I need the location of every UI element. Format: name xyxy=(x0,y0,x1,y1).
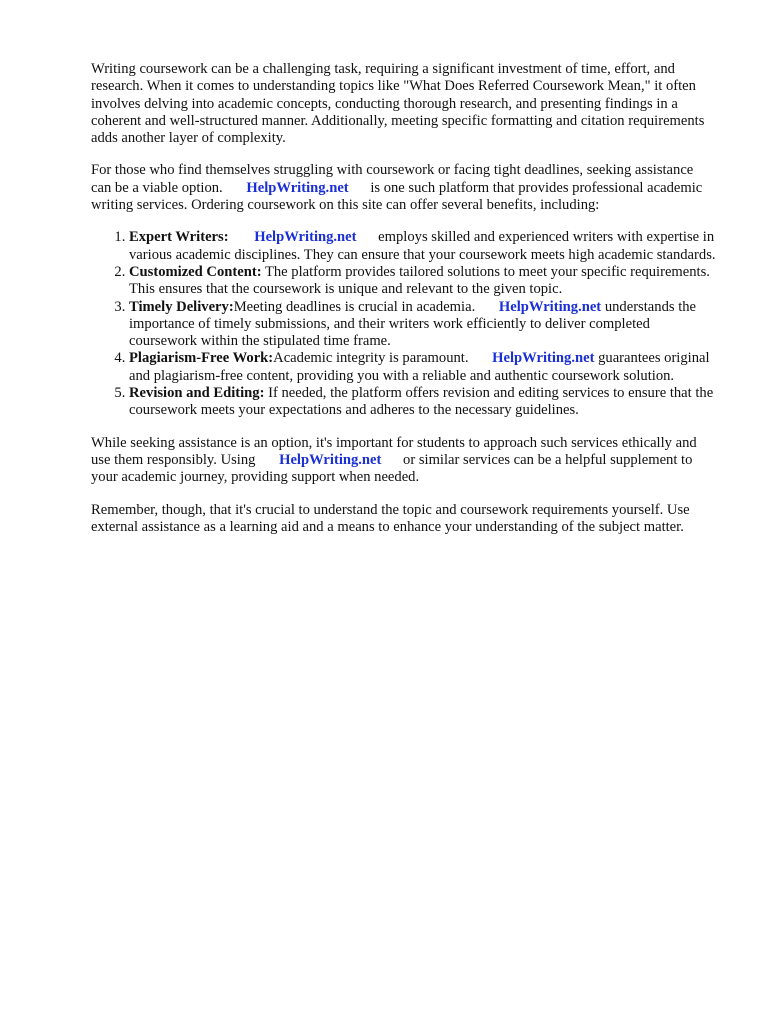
list-item-term: Customized Content: xyxy=(129,263,262,280)
list-item-text: Meeting deadlines is crucial in academia. xyxy=(233,298,476,315)
list-item-term: Plagiarism-Free Work: xyxy=(129,350,274,367)
list-item-term: Timely Delivery: xyxy=(129,298,234,315)
ethics-text-after: or similar services can be a helpful supplement to your academic journey, providing support when needed. xyxy=(91,451,693,486)
list-item-plagiarism-free xyxy=(129,350,716,385)
helpwriting-link[interactable]: HelpWriting.net xyxy=(246,179,349,196)
intro-paragraph: Writing coursework can be a challenging task, requiring a significant investment of time, effort, and research. When it comes to understanding topics like "What Does Referred Coursework Mean," it often involves delving into academic concepts, conducting thorough research, and presenting findings in a coherent and well-structured manner. Additionally, meeting specific formatting and citation requirements adds another layer of complexity. xyxy=(91,61,705,147)
list-item-text: Academic integrity is paramount. xyxy=(273,350,469,367)
assistance-paragraph xyxy=(91,162,716,214)
ethics-paragraph xyxy=(91,435,716,487)
closing-paragraph: Remember, though, that it's crucial to understand the topic and coursework requirements yourself. Use external assistance as a learning aid and a means to enhance your understanding of the subject matter. xyxy=(91,501,690,535)
list-item-customized-content xyxy=(129,264,716,299)
list-item-text: The platform provides tailored solutions to meet your specific requirements. This ensures that the coursework is unique and relevant to the given topic. xyxy=(129,263,710,298)
list-item-text: If needed, the platform offers revision and editing services to ensure that the coursework meets your expectations and adheres to the necessary guidelines. xyxy=(129,385,714,419)
assistance-text-before: For those who find themselves struggling with coursework or facing tight deadlines, seeking assistance can be a viable option. xyxy=(91,162,694,196)
list-item-text: guarantees original and plagiarism-free content, providing you with a reliable and authentic coursework solution. xyxy=(129,350,710,384)
list-item-text: understands the importance of timely submissions, and their writers work efficiently to deliver completed coursework within the stipulated time frame. xyxy=(129,298,697,350)
helpwriting-link[interactable]: HelpWriting.net xyxy=(279,451,382,468)
helpwriting-link[interactable]: HelpWriting.net xyxy=(492,350,595,367)
list-item-revision-editing xyxy=(129,385,716,420)
helpwriting-link[interactable]: HelpWriting.net xyxy=(498,298,602,315)
list-item-text: employs skilled and experienced writers with expertise in various academic disciplines. They can ensure that your coursework meets high academic standards. xyxy=(129,229,716,263)
benefits-list xyxy=(91,229,716,419)
ethics-text-before: While seeking assistance is an option, it's important for students to approach such services ethically and use them responsibly. Using xyxy=(91,434,697,468)
list-item-term: Expert Writers: xyxy=(129,229,229,246)
list-item-term: Revision and Editing: xyxy=(129,385,265,402)
list-item-expert-writers xyxy=(129,229,716,264)
helpwriting-link[interactable]: HelpWriting.net xyxy=(254,229,357,246)
assistance-text-after: is one such platform that provides professional academic writing services. Ordering coursework on this site can offer several benefits, including: xyxy=(91,179,703,214)
list-item-timely-delivery xyxy=(129,299,716,351)
